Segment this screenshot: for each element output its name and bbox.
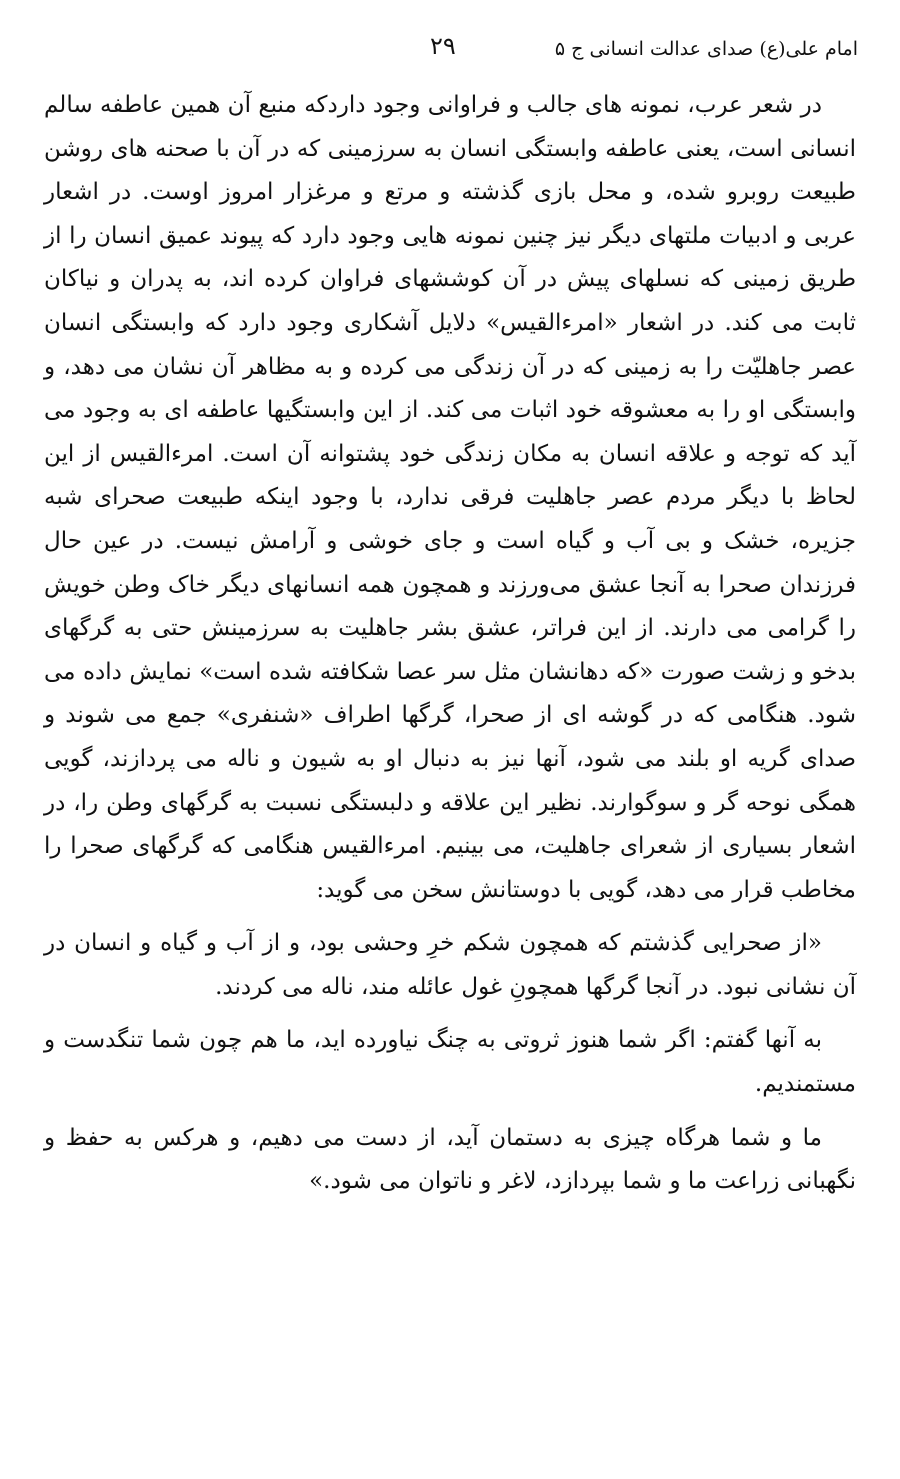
paragraph-intro: در شعر عرب، نمونه های جالب و فراوانی وجود داردکه منبع آن همین عاطفه سالم انسانی است، یعنی عاطفه وابستگی انسان به سرزمینی که در آن با صحنه های روشن طبیعت روبرو شده، و محل بازی گذشته و مرتع و مرغزار امروز اوست. در اشعار عربی و ادبیات ملتهای دیگر نیز چنین نمونه هایی وجود دارد که پیوند عمیق انسان را از طریق زمینی که نسلهای پیش در آن کوششهای فراوان کرده اند، به پدران و نیاکان ثابت می کند. در اشعار «امرءالقیس» دلایل آشکاری وجود دارد که وابستگی انسان عصر جاهلیّت را به زمینی که در آن زندگی می کرده و به مظاهر آن نشان می دهد، و وابستگی او را به معشوقه خود اثبات می کند. از این وابستگیها عاطفه ای به وجود می آید که توجه و علاقه انسان به مکان زندگی خود پشتوانه آن است. امرءالقیس از این لحاظ با دیگر مردم عصر جاهلیت فرقی ندارد، با وجود اینکه طبیعت صحرای شبه جزیره، خشک و بی آب و گیاه است و جای خوشی و آرامش نیست. در عین حال فرزندان صحرا به آنجا عشق می‌ورزند و همچون همه انسانهای دیگر خاک وطن خویش را گرامی می دارند. از این فراتر، عشق بشر جاهلیت به سرزمینش حتی به گرگهای بدخو و زشت صورت «که دهانشان مثل سر عصا شکافته شده است» نمایش داده می شود. هنگامی که در گوشه ای از صحرا، گرگها اطراف «شنفری» جمع می شوند و صدای گریه او بلند می شود، آنها نیز به دنبال او به شیون و ناله می پردازند، گویی همگی نوحه گر و سوگوارند. نظیر این علاقه و دلبستگی نسبت به گرگهای وطن را، در اشعار بسیاری از شعرای جاهلیت، می بینیم. امرءالقیس هنگامی که گرگهای صحرا را مخاطب قرار می دهد، گویی با دوستانش سخن می گوید: — [44, 92, 856, 903]
body-text — [44, 84, 856, 1214]
running-title: امام علی(ع) صدای عدالت انسانی ج ۵ — [554, 38, 858, 60]
paragraph-poem-3: ما و شما هرگاه چیزی به دستمان آید، از دست می دهیم، و هرکس به حفظ و نگهبانی زراعت ما و شما بپردازد، لاغر و ناتوان می شود.» — [44, 1124, 856, 1195]
page-number: ۲۹ — [430, 32, 456, 60]
paragraph-poem-1: «از صحرایی گذشتم که همچون شکم خرِ وحشی بود، و از آب و گیاه و انسان در آن نشانی نبود. در آنجا گرگها همچونِ غول عائله مند، ناله می کردند. — [44, 930, 856, 1000]
page-header — [40, 30, 860, 70]
paragraph-poem-2: به آنها گفتم: اگر شما هنوز ثروتی به چنگ نیاورده اید، ما هم چون شما تنگدست و مستمندیم. — [44, 1027, 856, 1098]
